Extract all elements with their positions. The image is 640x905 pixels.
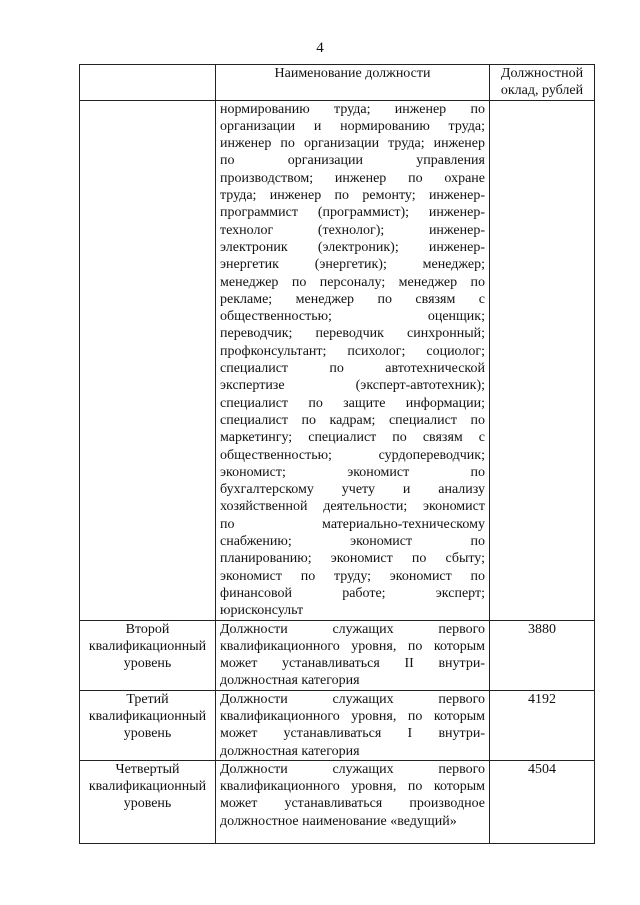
position-list-line: производством; инженер по охране	[220, 170, 485, 186]
position-list-line: электроник (электроник); инженер-	[220, 239, 485, 255]
salary-cell-empty	[490, 100, 595, 620]
level-cell-empty	[80, 100, 216, 620]
position-list-line: менеджер по персоналу; менеджер по	[220, 274, 485, 290]
level-label-line: уровень	[123, 726, 172, 742]
position-list-line: юрисконсульт	[220, 603, 304, 619]
description-line: может устанавливаться I внутри-	[220, 726, 485, 742]
level-label-line: Третий	[126, 691, 169, 707]
header-position-name: Наименование должности	[216, 65, 490, 101]
position-list-line: маркетингу; специалист по связям с	[220, 430, 485, 446]
description-line: квалификационного уровня, по которым	[220, 779, 485, 795]
level-label-line: уровень	[123, 656, 172, 672]
position-list-line: общественностью; оценщик;	[220, 309, 485, 325]
table-row	[80, 760, 595, 843]
table-row-continuation	[80, 100, 595, 620]
salary-cell: 4192	[490, 690, 595, 760]
position-list-line: специалист по кадрам; специалист по	[220, 412, 485, 428]
position-list-line: бухгалтерскому учету и анализу	[220, 482, 485, 498]
salary-table	[79, 64, 595, 844]
level-cell	[80, 690, 216, 760]
header-salary-line2: оклад, рублей	[500, 83, 584, 99]
position-list-line: снабжению; экономист по	[220, 534, 485, 550]
position-list-line: профконсультант; психолог; социолог;	[220, 343, 485, 359]
position-list-line: инженер по организации труда; инженер	[220, 136, 485, 152]
position-list-line: программист (программист); инженер-	[220, 205, 485, 221]
level-label-line: Второй	[125, 621, 170, 637]
table-row	[80, 690, 595, 760]
salary-cell: 3880	[490, 620, 595, 690]
description-cell	[216, 690, 490, 760]
position-list-line: энергетик (энергетик); менеджер;	[220, 257, 485, 273]
position-list-line: экспертизе (эксперт-автотехник);	[220, 378, 485, 394]
position-list-line: переводчик; переводчик синхронный;	[220, 326, 485, 342]
description-cell	[216, 620, 490, 690]
position-list-line: хозяйственной деятельности; экономист	[220, 499, 485, 515]
description-line: Должности служащих первого	[220, 691, 485, 707]
position-list-line: финансовой работе; эксперт;	[220, 585, 485, 601]
position-list-cell	[216, 100, 490, 620]
salary-cell: 4504	[490, 760, 595, 843]
position-list-line: рекламе; менеджер по связям с	[220, 291, 485, 307]
position-list-line: по организации управления	[220, 153, 485, 169]
header-salary-line1: Должностной	[500, 66, 584, 81]
level-label-line: Четвертый	[115, 761, 180, 777]
header-level	[80, 65, 216, 101]
page-number: 4	[316, 40, 324, 56]
table-header-row	[80, 65, 595, 101]
position-list-line: экономист по труду; экономист по	[220, 568, 485, 584]
level-label-line: уровень	[123, 796, 172, 812]
level-label-line: квалификационный	[88, 638, 207, 654]
header-salary	[490, 65, 595, 101]
level-cell	[80, 620, 216, 690]
table-row	[80, 620, 595, 690]
description-line: должностная категория	[220, 673, 360, 689]
position-list-line: экономист; экономист по	[220, 464, 485, 480]
position-list-line: общественностью; сурдопереводчик;	[220, 447, 485, 463]
position-list-line: труда; инженер по ремонту; инженер-	[220, 188, 485, 204]
level-label-line: квалификационный	[88, 708, 207, 724]
position-list-line: специалист по защите информации;	[220, 395, 485, 411]
position-list-line: планированию; экономист по сбыту;	[220, 551, 485, 567]
description-line: Должности служащих первого	[220, 621, 485, 637]
position-list-line: организации и нормированию труда;	[220, 118, 485, 134]
description-cell	[216, 760, 490, 843]
description-line: может устанавливаться производное	[220, 796, 485, 812]
position-list-line: нормированию труда; инженер по	[220, 101, 485, 117]
description-line: должностное наименование «ведущий»	[220, 813, 457, 829]
level-cell	[80, 760, 216, 843]
position-list-line: по материально-техническому	[220, 516, 485, 532]
description-line: Должности служащих первого	[220, 761, 485, 777]
position-list-line: технолог (технолог); инженер-	[220, 222, 485, 238]
description-line: может устанавливаться II внутри-	[220, 656, 485, 672]
description-line: квалификационного уровня, по которым	[220, 708, 485, 724]
position-list-line: специалист по автотехнической	[220, 361, 485, 377]
description-line: должностная категория	[220, 743, 360, 759]
description-line: квалификационного уровня, по которым	[220, 638, 485, 654]
level-label-line: квалификационный	[88, 779, 207, 795]
